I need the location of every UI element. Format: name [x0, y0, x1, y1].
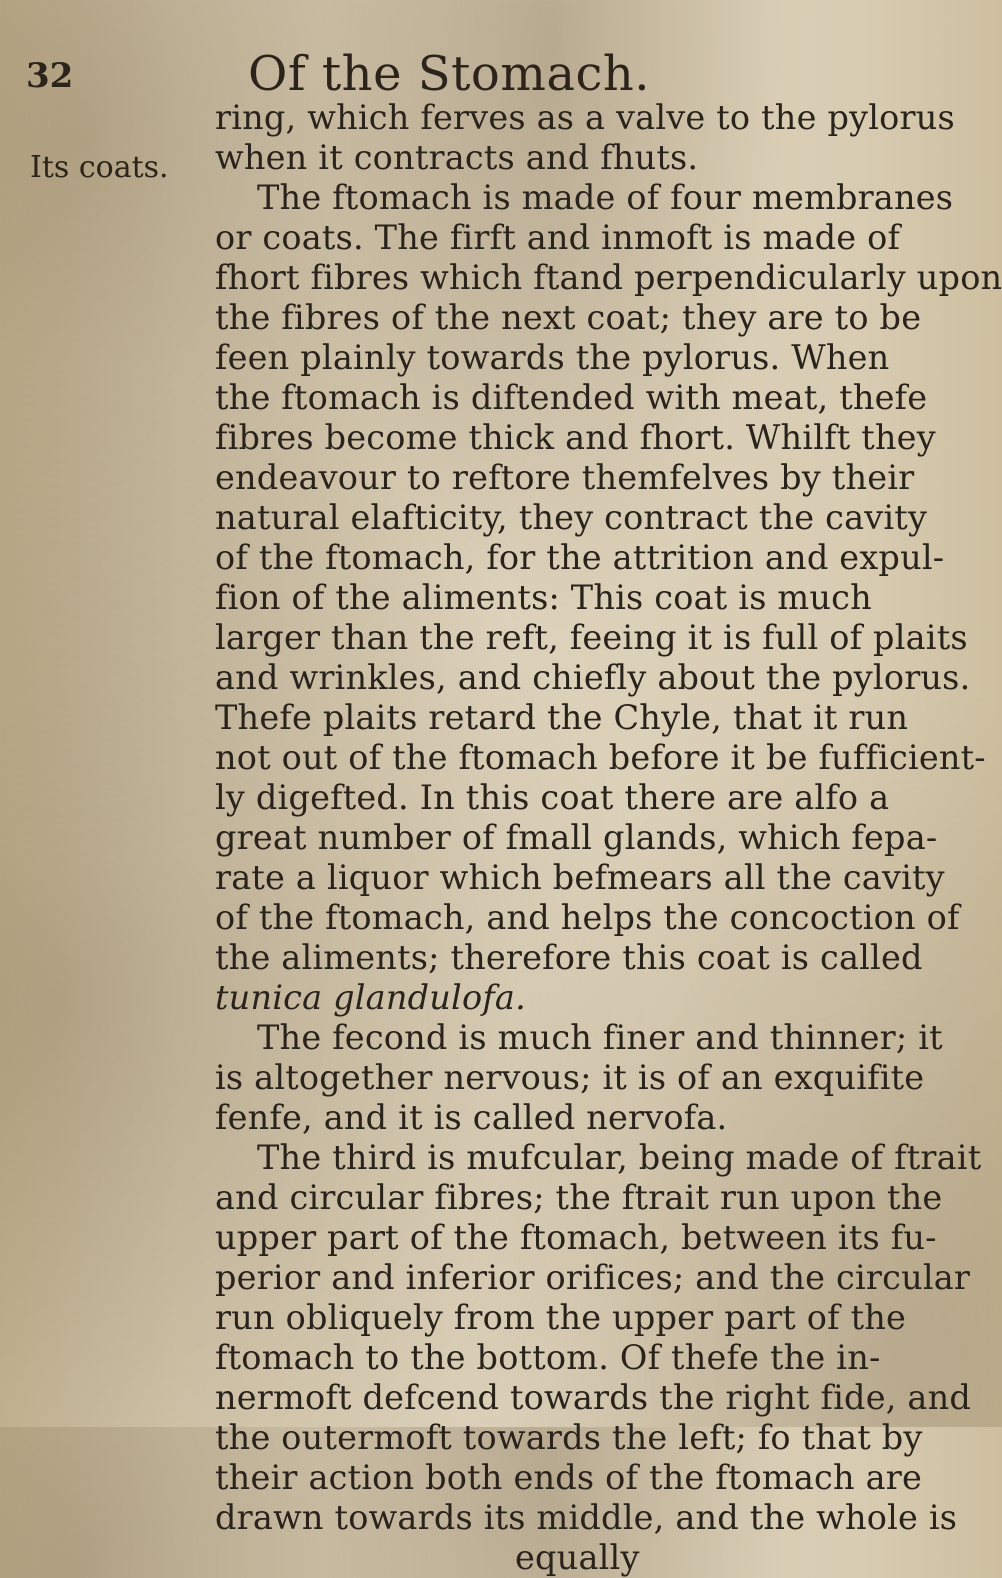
text-line: fenfe, and it is called nervofa.	[215, 1098, 728, 1137]
text-line: Thefe plaits retard the Chyle, that it run	[215, 698, 909, 737]
text-line: natural elafticity, they contract the cavity	[215, 498, 928, 537]
text-line: and wrinkles, and chiefly about the pylorus.	[215, 658, 971, 697]
text-line: nermoft defcend towards the right fide, and	[215, 1378, 972, 1417]
text-line: the aliments; therefore this coat is called	[215, 938, 923, 977]
text-line: perior and inferior orifices; and the circular	[215, 1258, 971, 1297]
text-line: drawn towards its middle, and the whole is	[215, 1498, 958, 1537]
text-line: fion of the aliments: This coat is much	[215, 578, 872, 617]
text-line: their action both ends of the ftomach are	[215, 1458, 923, 1497]
page-number: 32	[26, 56, 74, 96]
text-line: upper part of the ftomach, between its fu-	[215, 1218, 937, 1257]
running-head	[0, 16, 800, 102]
text-line: ly digefted. In this coat there are alfo a	[215, 778, 890, 817]
text-line: not out of the ftomach before it be fufficient-	[215, 738, 986, 777]
text-line: fhort fibres which ftand perpendicularly upon	[215, 258, 1002, 297]
text-line: feen plainly towards the pylorus. When	[215, 338, 890, 377]
text-line: and circular fibres; the ftrait run upon the	[215, 1178, 943, 1217]
text-line: tunica glandulofa.	[215, 978, 526, 1017]
text-line: of the ftomach, for the attrition and expul-	[215, 538, 945, 577]
page-header-title: Of the Stomach.	[248, 46, 650, 102]
text-line: great number of fmall glands, which fepa-	[215, 818, 938, 857]
text-line: the ftomach is diftended with meat, thefe	[215, 378, 928, 417]
text-line: The third is mufcular, being made of ftrait	[257, 1138, 982, 1177]
text-line: run obliquely from the upper part of the	[215, 1298, 907, 1337]
text-line: equally	[515, 1538, 640, 1577]
text-line: or coats. The firft and inmoft is made of	[215, 218, 901, 257]
text-line: The ftomach is made of four membranes	[257, 178, 954, 217]
text-line: of the ftomach, and helps the concoction of	[215, 898, 960, 937]
text-line: is altogether nervous; it is of an exquifite	[215, 1058, 925, 1097]
margin-note: Its coats.	[30, 150, 169, 185]
text-line: ring, which ferves as a valve to the pylorus	[215, 98, 955, 137]
text-line: endeavour to reftore themfelves by their	[215, 458, 915, 497]
body-text	[215, 98, 1002, 1578]
text-line: fibres become thick and fhort. Whilft they	[215, 418, 936, 457]
text-line: larger than the reft, feeing it is full of plaits	[215, 618, 968, 657]
text-line: when it contracts and fhuts.	[215, 138, 699, 177]
text-line: The fecond is much finer and thinner; it	[257, 1018, 943, 1057]
text-line: ftomach to the bottom. Of thefe the in-	[215, 1338, 881, 1377]
text-line: rate a liquor which befmears all the cavity	[215, 858, 945, 897]
text-line: the fibres of the next coat; they are to be	[215, 298, 922, 337]
text-line: the outermoft towards the left; fo that by	[215, 1418, 923, 1457]
